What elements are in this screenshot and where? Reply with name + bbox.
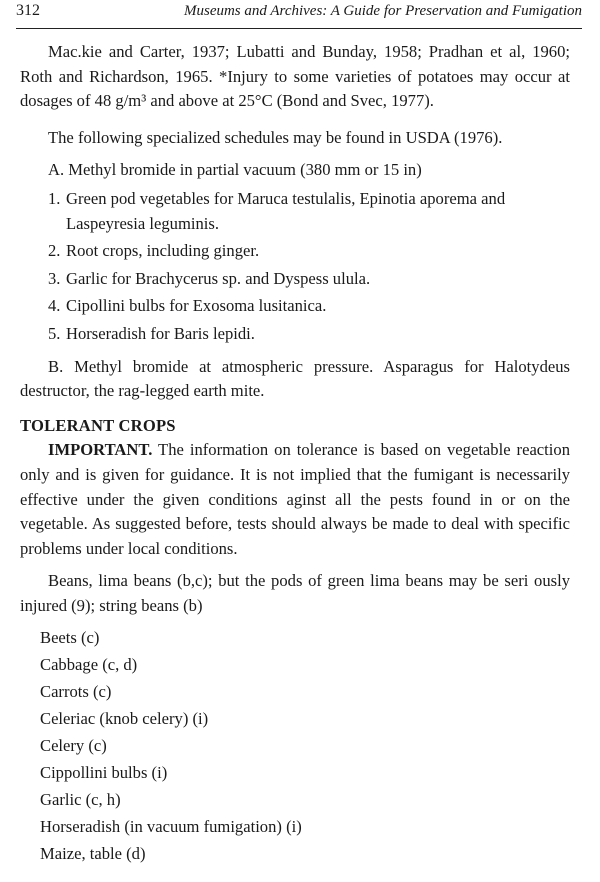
list-item xyxy=(48,322,570,347)
section-a: A. Methyl bromide in partial vacuum (380 mm or 15 in) xyxy=(48,160,422,180)
list-item xyxy=(48,187,570,236)
list-item-text: Horseradish for Baris lepidi. xyxy=(66,323,255,343)
list-item: Cippollini bulbs (i) xyxy=(40,763,168,783)
page-header xyxy=(16,0,582,29)
page-number: 312 xyxy=(16,2,40,19)
list-item xyxy=(48,294,570,319)
list-item-number: 5. xyxy=(48,323,61,343)
list-item: Garlic (c, h) xyxy=(40,790,121,810)
list-item-text: Root crops, including ginger. xyxy=(66,241,260,261)
list-item-text: Garlic for Brachycerus sp. and Dyspess ulula. xyxy=(66,268,371,288)
list-item: Cabbage (c, d) xyxy=(40,655,138,675)
important-paragraph xyxy=(20,438,570,561)
list-item-number: 4. xyxy=(48,296,61,316)
section-heading: TOLERANT CROPS xyxy=(20,415,176,435)
running-title: Museums and Archives: A Guide for Preservation and Fumigation xyxy=(183,3,582,19)
list-item: Horseradish (in vacuum fumigation) (i) xyxy=(40,817,302,837)
list-item-text: Green pod vegetables for Maruca testulalis, Epinotia aporema and Laspeyresia leguminis. xyxy=(66,188,506,233)
section-b: B. Methyl bromide at atmospheric pressure. Asparagus for Halotydeus destructor, the rag-legged earth mite. xyxy=(20,356,570,401)
list-item-text: Cipollini bulbs for Exosoma lusitanica. xyxy=(66,296,327,316)
list-item-number: 1. xyxy=(48,188,61,208)
list-item xyxy=(48,267,570,292)
list-item: Carrots (c) xyxy=(40,682,112,702)
crop-list xyxy=(40,624,570,867)
important-text: The information on tolerance is based on vegetable reaction only and is given for guidance. It is not implied that the fumigant is necessarily effective under the given conditions aginst all the pests found in or on the vegetable. As suggested before, tests should always be made to deal with specific problems under local conditions. xyxy=(20,440,570,558)
beans-paragraph: Beans, lima beans (b,c); but the pods of green lima beans may be seri ously injured (9); string beans (b) xyxy=(20,571,570,615)
list-item-number: 3. xyxy=(48,268,61,288)
continued-paragraph: Mac.kie and Carter, 1937; Lubatti and Bunday, 1958; Pradhan et al, 1960; Roth and Richardson, 1965. *Injury to some varieties of potatoes may occur at dosages of 48 g/m³ and above at 25°C (Bond and Svec, 1977). xyxy=(20,42,570,111)
schedules-paragraph: The following specialized schedules may be found in USDA (1976). xyxy=(48,127,503,147)
important-label: IMPORTANT. xyxy=(48,440,153,460)
page-body xyxy=(20,40,570,867)
list-item-number: 2. xyxy=(48,241,61,261)
list-item: Celeriac (knob celery) (i) xyxy=(40,709,209,729)
list-item: Maize, table (d) xyxy=(40,844,146,864)
list-item: Celery (c) xyxy=(40,736,107,756)
list-item: Beets (c) xyxy=(40,628,100,648)
list-item xyxy=(48,239,570,264)
numbered-list xyxy=(48,187,570,347)
